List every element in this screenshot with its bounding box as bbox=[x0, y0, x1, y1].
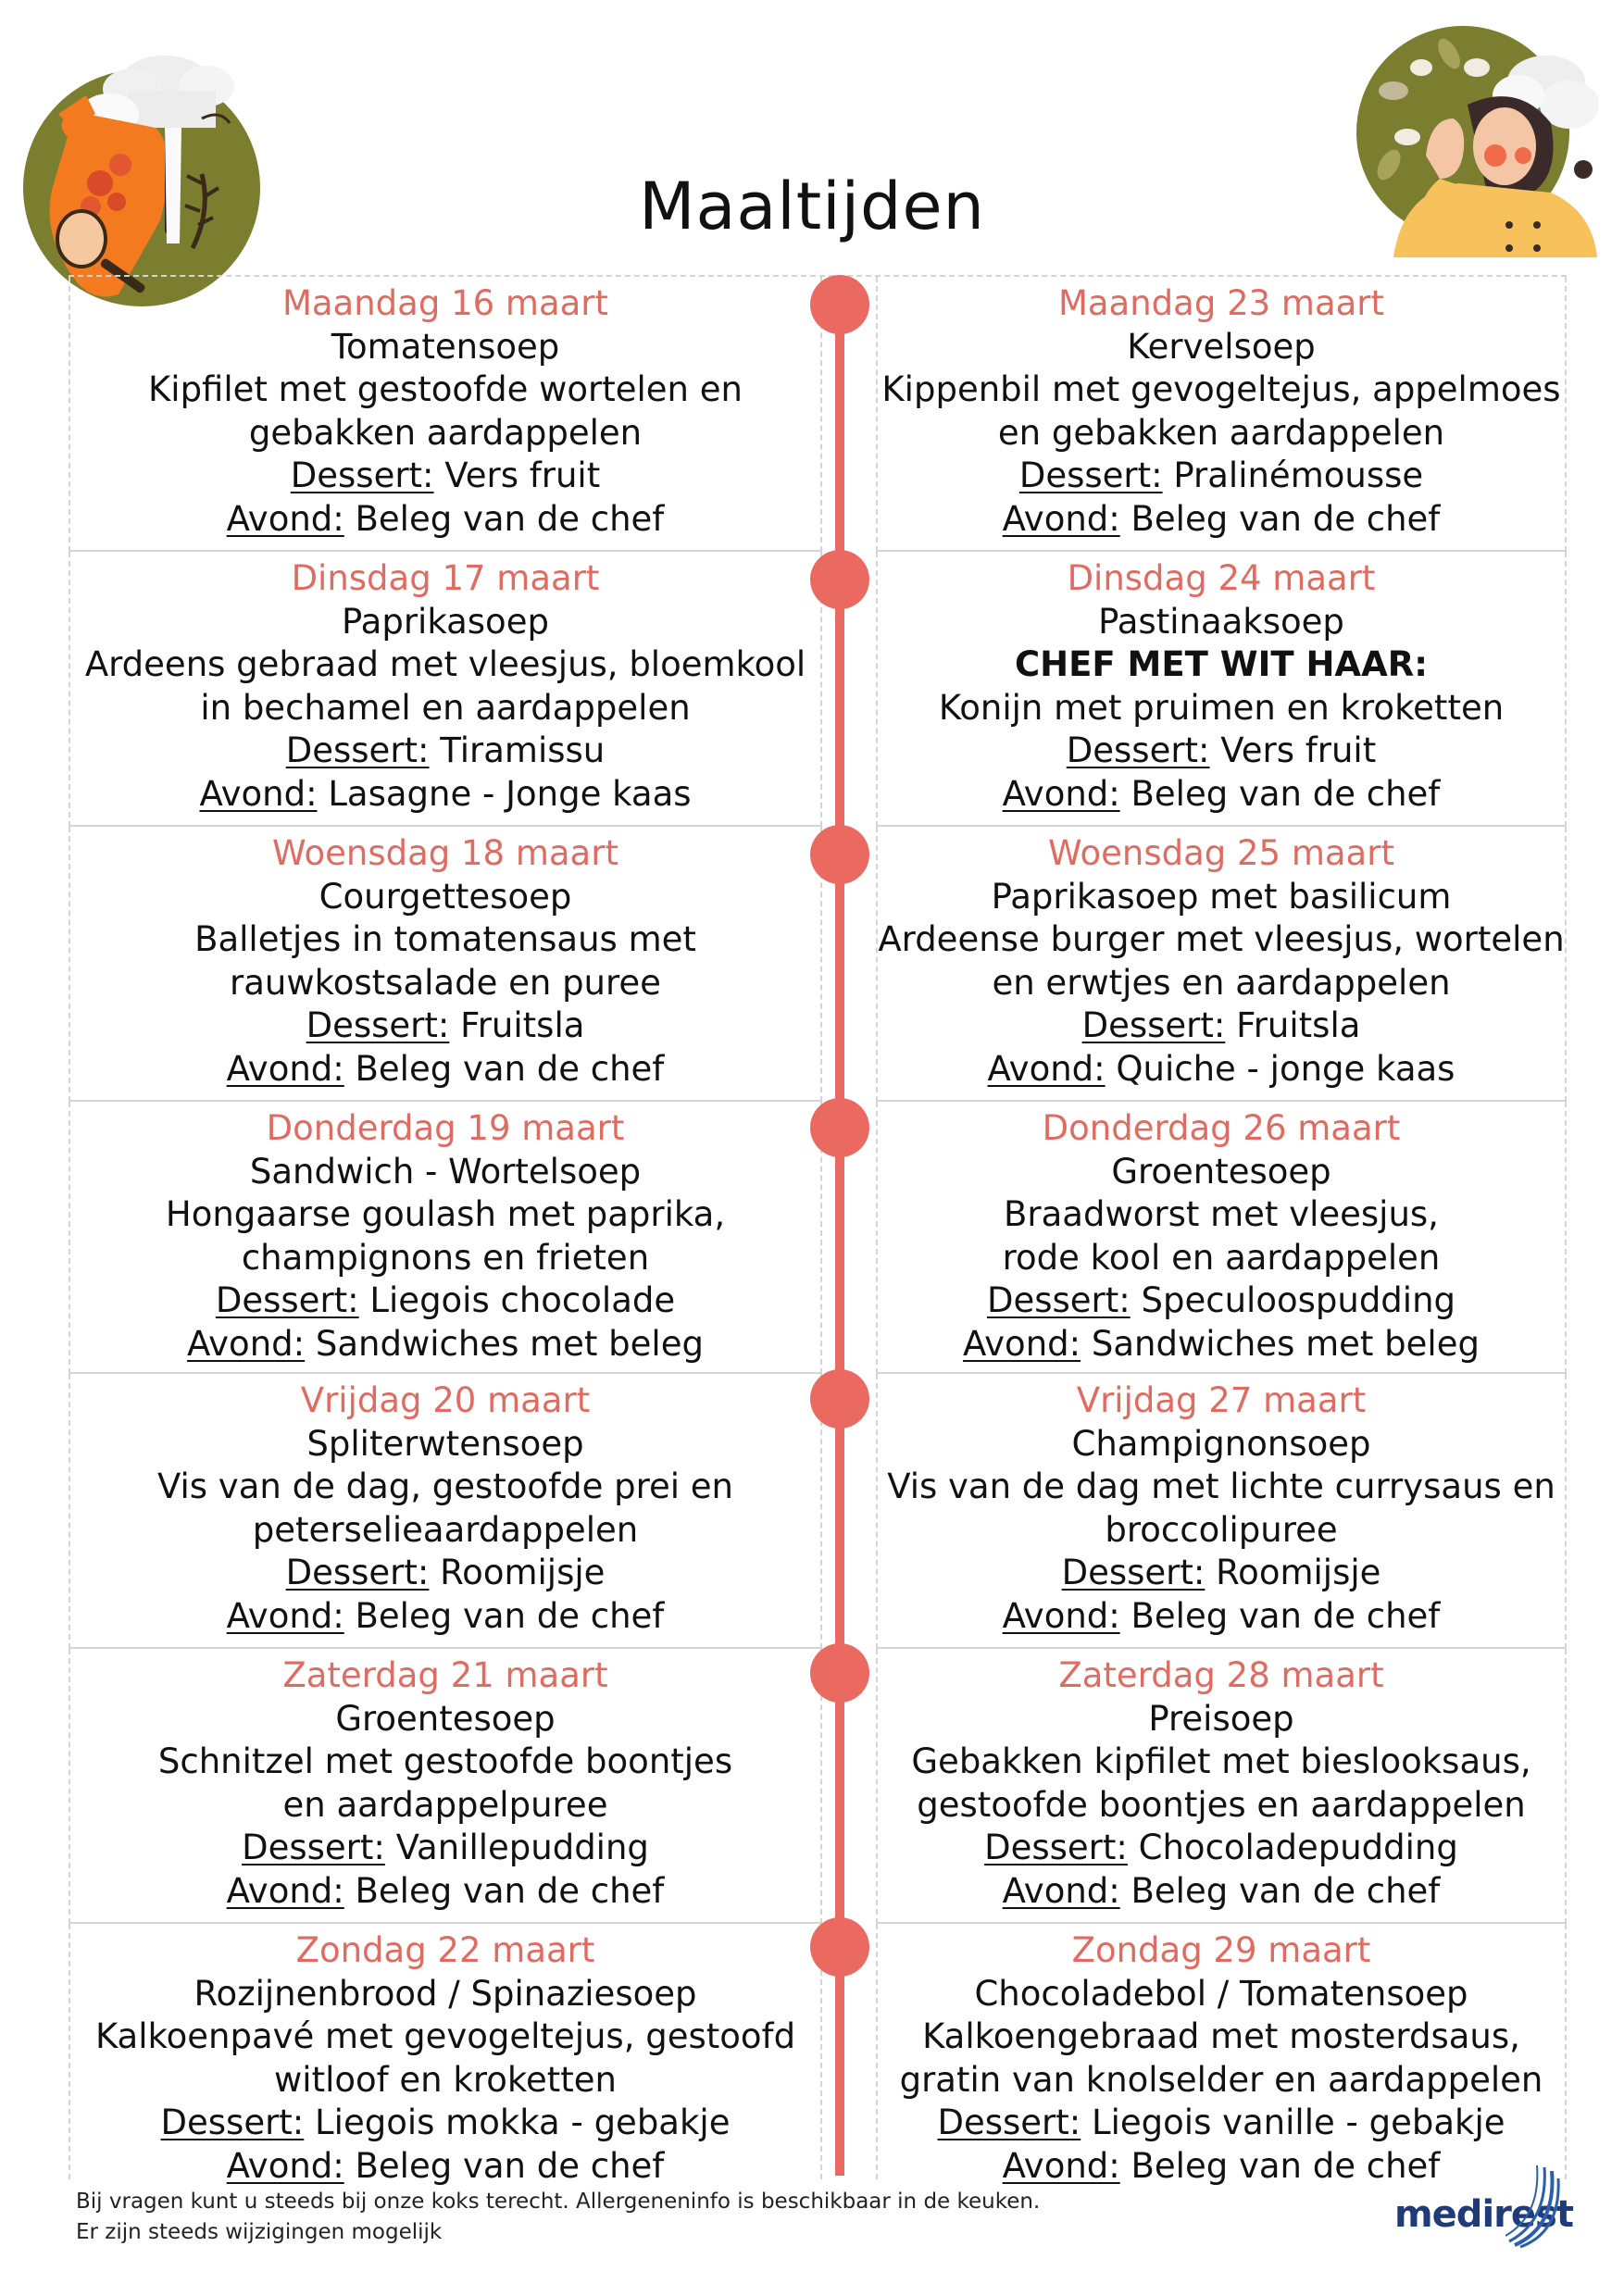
page-title: Maaltijden bbox=[639, 168, 985, 244]
dessert-value: Chocoladepudding bbox=[1138, 1828, 1458, 1867]
day-cell bbox=[69, 1649, 822, 1924]
day-cell bbox=[876, 1649, 1567, 1924]
day-date: Zaterdag 21 maart bbox=[282, 1655, 608, 1695]
day-main-line-2: gratin van knolselder en aardappelen bbox=[899, 2059, 1543, 2100]
day-soup: Champignonsoep bbox=[1071, 1423, 1371, 1464]
avond-label: Avond: bbox=[1002, 773, 1120, 814]
dessert-label: Dessert: bbox=[290, 455, 434, 495]
day-main-line-2: gebakken aardappelen bbox=[248, 412, 643, 453]
day-date: Donderdag 26 maart bbox=[1042, 1108, 1401, 1148]
dessert-label: Dessert: bbox=[242, 1828, 385, 1867]
avond-value: Beleg van de chef bbox=[355, 1870, 665, 1911]
day-avond bbox=[70, 1870, 820, 1914]
day-main-line-1: Hongaarse goulash met paprika, bbox=[165, 1194, 726, 1234]
day-date: Donderdag 19 maart bbox=[266, 1108, 625, 1148]
day-dessert bbox=[70, 730, 820, 773]
dessert-value: Vers fruit bbox=[1220, 730, 1377, 770]
dessert-value: Roomijsje bbox=[440, 1553, 606, 1592]
avond-value: Beleg van de chef bbox=[1131, 773, 1441, 814]
day-main-line-1: Ardeens gebraad met vleesjus, bloemkool bbox=[84, 644, 806, 684]
day-cell bbox=[876, 1102, 1567, 1374]
day-cell bbox=[69, 1374, 822, 1649]
day-avond bbox=[70, 1048, 820, 1092]
avond-value: Beleg van de chef bbox=[355, 498, 665, 539]
dessert-label: Dessert: bbox=[1018, 455, 1163, 495]
day-dessert bbox=[878, 1827, 1565, 1870]
day-main-line-2: witloof en kroketten bbox=[274, 2059, 617, 2100]
avond-label: Avond: bbox=[226, 498, 344, 539]
day-cell bbox=[69, 1102, 822, 1374]
day-main-line-1: Kalkoenpavé met gevogeltejus, gestoofd bbox=[94, 2016, 796, 2056]
dessert-value: Vers fruit bbox=[444, 455, 601, 495]
day-main-line-2: en erwtjes en aardappelen bbox=[992, 962, 1451, 1003]
day-main-line-1: Vis van de dag, gestoofde prei en bbox=[156, 1466, 734, 1506]
avond-label: Avond: bbox=[1002, 2145, 1120, 2186]
day-soup: Spliterwtensoep bbox=[306, 1423, 584, 1464]
avond-value: Quiche - jonge kaas bbox=[1116, 1048, 1455, 1089]
avond-label: Avond: bbox=[226, 1870, 344, 1911]
day-avond bbox=[878, 1323, 1565, 1366]
avond-label: Avond: bbox=[199, 773, 318, 814]
day-avond bbox=[70, 498, 820, 542]
day-cell bbox=[69, 552, 822, 827]
avond-value: Beleg van de chef bbox=[1131, 2145, 1441, 2186]
timeline-dot bbox=[810, 1369, 869, 1429]
day-cell bbox=[876, 1374, 1567, 1649]
timeline-dot bbox=[810, 1917, 869, 1977]
day-main-line-1: Ardeense burger met vleesjus, wortelen bbox=[878, 919, 1565, 959]
dessert-label: Dessert: bbox=[1061, 1553, 1206, 1592]
day-date: Vrijdag 27 maart bbox=[1076, 1380, 1367, 1420]
dessert-label: Dessert: bbox=[986, 1280, 1131, 1320]
day-dessert bbox=[70, 455, 820, 498]
day-dessert bbox=[70, 1552, 820, 1595]
day-main-line-2: en aardappelpuree bbox=[282, 1784, 608, 1825]
day-avond bbox=[878, 773, 1565, 817]
dessert-value: Vanillepudding bbox=[395, 1828, 649, 1867]
dessert-label: Dessert: bbox=[160, 2103, 305, 2142]
day-avond bbox=[878, 498, 1565, 542]
day-soup: Groentesoep bbox=[335, 1698, 556, 1739]
day-date: Zaterdag 28 maart bbox=[1058, 1655, 1384, 1695]
timeline-dot bbox=[810, 1643, 869, 1703]
avond-value: Sandwiches met beleg bbox=[1091, 1323, 1480, 1364]
footer-line-2: Er zijn steeds wijzigingen mogelijk bbox=[76, 2220, 443, 2244]
day-main-line-1: Braadworst met vleesjus, bbox=[1004, 1194, 1439, 1234]
dessert-label: Dessert: bbox=[215, 1280, 359, 1320]
dessert-value: Liegois chocolade bbox=[369, 1280, 676, 1320]
day-soup: Courgettesoep bbox=[319, 876, 572, 917]
day-dessert bbox=[70, 1827, 820, 1870]
day-avond bbox=[70, 773, 820, 817]
day-main-line-2: rauwkostsalade en puree bbox=[230, 962, 661, 1003]
day-avond bbox=[878, 1595, 1565, 1639]
day-dessert bbox=[70, 2102, 820, 2145]
day-avond bbox=[878, 1048, 1565, 1092]
day-main-line-2: broccolipuree bbox=[1105, 1509, 1338, 1550]
day-avond bbox=[70, 1595, 820, 1639]
day-main-line-2: champignons en frieten bbox=[241, 1237, 650, 1278]
day-dessert bbox=[878, 455, 1565, 498]
avond-label: Avond: bbox=[987, 1048, 1106, 1089]
timeline-dot bbox=[810, 275, 869, 334]
dessert-label: Dessert: bbox=[285, 730, 430, 770]
day-main-line-2: in bechamel en aardappelen bbox=[200, 687, 691, 728]
day-main-line-1: Kalkoengebraad met mosterdsaus, bbox=[922, 2016, 1520, 2056]
dessert-value: Liegois mokka - gebakje bbox=[315, 2103, 731, 2142]
dessert-label: Dessert: bbox=[306, 1005, 450, 1045]
day-date: Dinsdag 17 maart bbox=[291, 558, 600, 598]
dessert-label: Dessert: bbox=[984, 1828, 1128, 1867]
day-dessert bbox=[878, 1004, 1565, 1048]
day-date: Woensdag 25 maart bbox=[1048, 833, 1394, 873]
day-main-line-2: gestoofde boontjes en aardappelen bbox=[917, 1784, 1526, 1825]
dessert-value: Fruitsla bbox=[460, 1005, 585, 1045]
avond-label: Avond: bbox=[226, 1048, 344, 1089]
day-cell bbox=[876, 277, 1567, 552]
day-dessert bbox=[70, 1279, 820, 1323]
avond-label: Avond: bbox=[226, 1595, 344, 1636]
day-main-line-1: Vis van de dag met lichte currysaus en bbox=[887, 1466, 1555, 1506]
day-soup: Chocoladebol / Tomatensoep bbox=[974, 1973, 1468, 2014]
day-soup: Sandwich - Wortelsoep bbox=[249, 1151, 642, 1192]
day-soup: Pastinaaksoep bbox=[1098, 601, 1344, 642]
day-main-line-1: Gebakken kipfilet met bieslooksaus, bbox=[911, 1741, 1531, 1781]
avond-value: Lasagne - Jonge kaas bbox=[328, 773, 692, 814]
day-date: Dinsdag 24 maart bbox=[1067, 558, 1376, 598]
avond-value: Beleg van de chef bbox=[1131, 498, 1441, 539]
avond-label: Avond: bbox=[187, 1323, 306, 1364]
day-dessert bbox=[878, 1279, 1565, 1323]
day-soup: Paprikasoep met basilicum bbox=[991, 876, 1452, 917]
day-date: Zondag 29 maart bbox=[1071, 1930, 1371, 1970]
dessert-value: Liegois vanille - gebakje bbox=[1092, 2103, 1505, 2142]
day-main-line-2: rode kool en aardappelen bbox=[1002, 1237, 1441, 1278]
day-soup: Rozijnenbrood / Spinaziesoep bbox=[194, 1973, 697, 2014]
day-date: Maandag 23 maart bbox=[1057, 283, 1385, 323]
avond-label: Avond: bbox=[226, 2145, 344, 2186]
avond-value: Sandwiches met beleg bbox=[315, 1323, 704, 1364]
day-main-line-2: Konijn met pruimen en kroketten bbox=[938, 687, 1505, 728]
dessert-label: Dessert: bbox=[285, 1553, 430, 1592]
avond-value: Beleg van de chef bbox=[355, 2145, 665, 2186]
day-soup: Groentesoep bbox=[1111, 1151, 1331, 1192]
day-main-line-2: en gebakken aardappelen bbox=[997, 412, 1445, 453]
footer-note bbox=[76, 2187, 1040, 2248]
day-soup: Kervelsoep bbox=[1127, 326, 1316, 367]
day-soup: Preisoep bbox=[1148, 1698, 1294, 1739]
dessert-value: Pralinémousse bbox=[1173, 455, 1424, 495]
day-dessert bbox=[878, 2102, 1565, 2145]
timeline-dot bbox=[810, 825, 869, 884]
avond-label: Avond: bbox=[1002, 1595, 1120, 1636]
day-date: Zondag 22 maart bbox=[295, 1930, 595, 1970]
day-date: Woensdag 18 maart bbox=[272, 833, 618, 873]
day-dessert bbox=[878, 1552, 1565, 1595]
logo-swirl-icon bbox=[1505, 2162, 1561, 2250]
dessert-value: Roomijsje bbox=[1216, 1553, 1381, 1592]
day-cell bbox=[69, 827, 822, 1102]
day-cell bbox=[69, 277, 822, 552]
day-cell bbox=[69, 1924, 822, 2186]
avond-value: Beleg van de chef bbox=[355, 1048, 665, 1089]
dessert-value: Fruitsla bbox=[1236, 1005, 1361, 1045]
day-main-line-1: Balletjes in tomatensaus met bbox=[194, 919, 696, 959]
day-date: Vrijdag 20 maart bbox=[300, 1380, 591, 1420]
timeline-dot bbox=[810, 550, 869, 609]
dessert-label: Dessert: bbox=[1066, 730, 1210, 770]
logo-text: medirest bbox=[1394, 2193, 1573, 2236]
day-main-line-1: Schnitzel met gestoofde boontjes bbox=[157, 1741, 733, 1781]
dessert-value: Tiramissu bbox=[440, 730, 606, 770]
day-avond bbox=[878, 1870, 1565, 1914]
day-soup: Paprikasoep bbox=[342, 601, 549, 642]
avond-value: Beleg van de chef bbox=[355, 1595, 665, 1636]
avond-label: Avond: bbox=[963, 1323, 1081, 1364]
day-main-line-1: Kipfilet met gestoofde wortelen en bbox=[148, 369, 743, 409]
timeline-dot bbox=[810, 1098, 869, 1157]
day-avond bbox=[70, 1323, 820, 1366]
medirest-logo bbox=[1394, 2162, 1573, 2254]
dessert-label: Dessert: bbox=[1081, 1005, 1226, 1045]
day-soup: Tomatensoep bbox=[331, 326, 560, 367]
avond-value: Beleg van de chef bbox=[1131, 1595, 1441, 1636]
dessert-value: Speculoospudding bbox=[1141, 1280, 1456, 1320]
day-dessert bbox=[878, 730, 1565, 773]
day-main-line-2: peterselieaardappelen bbox=[252, 1509, 639, 1550]
day-date: Maandag 16 maart bbox=[281, 283, 609, 323]
day-avond bbox=[70, 2145, 820, 2189]
footer-line-1: Bij vragen kunt u steeds bij onze koks terecht. Allergeneninfo is beschikbaar in de keuken. bbox=[76, 2190, 1041, 2214]
avond-value: Beleg van de chef bbox=[1131, 1870, 1441, 1911]
day-cell bbox=[876, 827, 1567, 1102]
day-dessert bbox=[70, 1004, 820, 1048]
day-cell bbox=[876, 1924, 1567, 2186]
day-main-line-1: Kippenbil met gevogeltejus, appelmoes bbox=[881, 369, 1561, 409]
dessert-label: Dessert: bbox=[937, 2103, 1081, 2142]
avond-label: Avond: bbox=[1002, 1870, 1120, 1911]
day-cell bbox=[876, 552, 1567, 827]
day-main-line-1: CHEF MET WIT HAAR: bbox=[1015, 644, 1428, 684]
avond-label: Avond: bbox=[1002, 498, 1120, 539]
